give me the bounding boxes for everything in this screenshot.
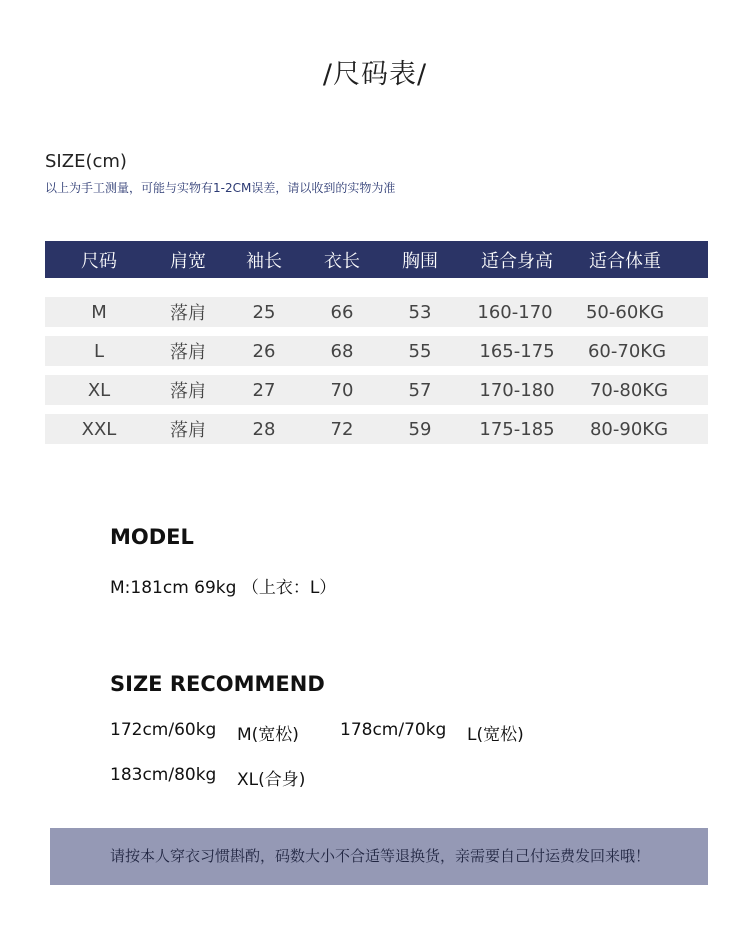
table-row — [45, 414, 708, 444]
cell-sleeve: 28 — [252, 418, 276, 440]
recommend-body-1: 172cm/60kg — [110, 720, 217, 740]
cell-weight: 60-70KG — [587, 340, 667, 362]
recommend-section-title: SIZE RECOMMEND — [110, 672, 325, 696]
cell-chest: 57 — [408, 379, 432, 401]
table-row — [45, 297, 708, 327]
cell-shoulder: 落肩 — [170, 303, 206, 324]
cell-shoulder: 落肩 — [170, 381, 206, 402]
cell-sleeve: 27 — [252, 379, 276, 401]
cell-sleeve: 25 — [252, 301, 276, 323]
cell-chest: 53 — [408, 301, 432, 323]
cell-sleeve: 26 — [252, 340, 276, 362]
header-sleeve: 袖长 — [246, 250, 282, 272]
cell-length: 68 — [330, 340, 354, 362]
cell-chest: 59 — [408, 418, 432, 440]
size-unit-label: SIZE(cm) — [45, 151, 127, 172]
header-size: 尺码 — [81, 250, 117, 272]
cell-weight: 80-90KG — [589, 418, 669, 440]
cell-weight: 70-80KG — [589, 379, 669, 401]
recommend-body-2: 178cm/70kg — [340, 720, 447, 740]
cell-shoulder: 落肩 — [170, 420, 206, 441]
cell-shoulder: 落肩 — [170, 342, 206, 363]
header-weight: 适合体重 — [589, 250, 661, 272]
header-height: 适合身高 — [481, 250, 553, 272]
return-policy-text: 请按本人穿衣习惯斟酌，码数大小不合适等退换货，亲需要自己付运费发回来哦！ — [110, 847, 651, 865]
cell-length: 72 — [330, 418, 354, 440]
table-row — [45, 375, 708, 405]
cell-height: 160-170 — [477, 301, 553, 323]
recommend-body-3: 183cm/80kg — [110, 765, 217, 785]
cell-length: 70 — [330, 379, 354, 401]
recommend-size-3: XL(合身) — [237, 770, 306, 790]
header-length: 衣长 — [324, 250, 360, 272]
header-chest: 胸围 — [402, 250, 438, 272]
size-table-header — [45, 241, 708, 278]
cell-size: XXL — [81, 418, 117, 440]
header-shoulder: 肩宽 — [170, 250, 206, 272]
cell-size: M — [91, 301, 107, 323]
cell-size: XL — [87, 379, 111, 401]
measurement-note: 以上为手工测量，可能与实物有1-2CM误差，请以收到的实物为准 — [45, 181, 396, 195]
cell-weight: 50-60KG — [585, 301, 665, 323]
cell-chest: 55 — [408, 340, 432, 362]
recommend-size-1: M(宽松) — [237, 725, 299, 745]
table-row — [45, 336, 708, 366]
cell-height: 175-185 — [479, 418, 555, 440]
cell-size: L — [93, 340, 105, 362]
model-info: M:181cm 69kg （上衣：L） — [110, 578, 337, 598]
cell-height: 165-175 — [479, 340, 555, 362]
model-section-title: MODEL — [110, 525, 194, 549]
page-title: /尺码表/ — [322, 59, 428, 90]
cell-length: 66 — [330, 301, 354, 323]
cell-height: 170-180 — [479, 379, 555, 401]
recommend-size-2: L(宽松) — [467, 725, 524, 745]
return-policy-banner — [50, 828, 708, 885]
